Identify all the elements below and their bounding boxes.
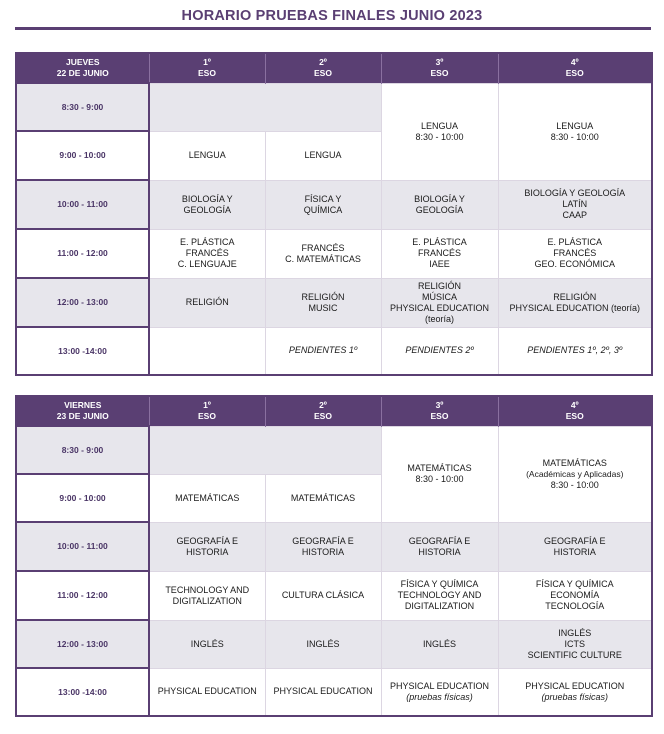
exam-subject: MATEMÁTICAS [542,457,607,468]
exam-subject: BIOLOGÍA Y GEOLOGÍA [524,188,626,198]
exam-subject: DIGITALIZATION [172,595,242,606]
exam-subject: (Académicas y Aplicadas) [526,468,624,479]
course-number: 1º [203,400,211,411]
exam-cell: PHYSICAL EDUCATION [149,668,265,716]
exam-cell: PENDIENTES 1º [265,327,381,375]
exam-cell [381,278,498,327]
exam-cell [149,180,265,229]
course-number: 4º [570,400,579,411]
exam-cell [381,668,498,716]
exam-cell [381,180,498,229]
exam-subject: FRANCÉS [301,242,345,253]
exam-subject: E. PLÁSTICA [547,237,603,247]
exam-subject: QUÍMICA [303,204,343,215]
time-slot: 11:00 - 12:00 [16,229,149,278]
exam-cell [498,180,652,229]
exam-cell [498,426,652,522]
exam-cell [149,571,265,620]
course-header-3eso [381,396,498,426]
exam-subject: HISTORIA [301,546,345,557]
exam-subject: FRANCÉS [553,248,597,258]
exam-cell: MATEMÁTICAS [265,474,381,522]
exam-cell [265,180,381,229]
exam-subject: GEO. ECONÓMICA [534,259,615,269]
time-slot: 11:00 - 12:00 [16,571,149,620]
table-row [16,571,652,620]
exam-cell [381,571,498,620]
course-header-2eso [265,396,381,426]
table-row [16,620,652,668]
time-slot: 9:00 - 10:00 [16,474,149,522]
course-number: 2º [319,400,327,411]
time-slot: 8:30 - 9:00 [16,426,149,474]
exam-cell: MATEMÁTICAS [149,474,265,522]
table-row [16,278,652,327]
exam-note: (pruebas físicas) [406,691,473,702]
friday-schedule-table [15,395,653,717]
exam-subject: TECNOLOGÍA [545,601,605,611]
exam-subject: LENGUA [556,120,594,131]
time-slot: 12:00 - 13:00 [16,620,149,668]
course-header-2eso [265,53,381,83]
exam-subject: GEOGRAFÍA E [292,535,354,546]
table-row [16,83,652,131]
exam-cell [498,278,652,327]
course-header-3eso [381,53,498,83]
exam-subject: TECHNOLOGY AND [397,590,482,600]
table-row [16,180,652,229]
time-slot: 13:00 -14:00 [16,668,149,716]
course-number: 2º [319,57,327,68]
exam-time: 8:30 - 10:00 [415,131,464,142]
exam-subject: LENGUA [420,120,458,131]
time-slot: 12:00 - 13:00 [16,278,149,327]
exam-time: 8:30 - 10:00 [415,474,464,484]
exam-subject: FÍSICA Y [304,193,342,204]
time-slot: 10:00 - 11:00 [16,180,149,229]
exam-cell [498,83,652,180]
exam-cell [265,229,381,278]
exam-subject: FÍSICA Y QUÍMICA [535,579,614,589]
exam-subject: ECONOMÍA [550,590,600,600]
exam-cell: CULTURA CLÁSICA [265,571,381,620]
table-row [16,522,652,571]
time-slot: 8:30 - 9:00 [16,83,149,131]
course-level: ESO [430,411,449,422]
exam-subject: GEOGRAFÍA E [176,535,238,546]
empty-cell [149,83,381,131]
exam-subject: RELIGIÓN [553,291,597,302]
day-name: VIERNES [64,400,102,410]
exam-subject: (teoría) [424,313,454,324]
course-level: ESO [198,411,216,422]
exam-subject: FÍSICA Y QUÍMICA [400,579,479,589]
time-slot: 10:00 - 11:00 [16,522,149,571]
course-level: ESO [565,68,584,79]
exam-subject: RELIGIÓN [301,291,345,302]
exam-cell [381,426,498,522]
exam-cell [381,522,498,571]
exam-subject: GEOGRAFÍA E [543,535,606,546]
exam-subject: ICTS [564,638,585,649]
course-header-4eso [498,396,652,426]
course-level: ESO [314,68,332,79]
exam-cell [498,522,652,571]
thursday-schedule-table [15,52,653,376]
exam-subject: MÚSICA [421,291,457,302]
exam-cell: LENGUA [149,131,265,180]
exam-cell [381,229,498,278]
table-row [16,229,652,278]
exam-subject: INGLÉS [558,627,592,638]
course-number: 3º [435,57,444,68]
exam-cell: INGLÉS [265,620,381,668]
exam-cell: INGLÉS [381,620,498,668]
exam-subject: RELIGIÓN [417,280,461,291]
page-title: HORARIO PRUEBAS FINALES JUNIO 2023 [181,8,483,24]
table-row [16,426,652,474]
exam-subject: FRANCÉS [185,248,229,258]
exam-cell [265,522,381,571]
exam-subject: IAEE [429,259,450,269]
exam-cell [149,229,265,278]
exam-subject: PHYSICAL EDUCATION [389,302,490,313]
exam-subject: C. LENGUAJE [177,259,237,269]
time-slot: 9:00 - 10:00 [16,131,149,180]
exam-cell: PENDIENTES 2º [381,327,498,375]
exam-subject: MUSIC [308,302,338,313]
exam-subject: HISTORIA [553,546,596,557]
title-underline [15,27,651,30]
exam-note: (pruebas físicas) [541,691,609,702]
exam-cell: LENGUA [265,131,381,180]
exam-cell [149,522,265,571]
exam-cell [498,229,652,278]
day-name: JUEVES [65,57,100,67]
course-number: 1º [203,57,211,68]
exam-subject: PHYSICAL EDUCATION [389,680,490,691]
exam-subject: CAAP [562,210,587,220]
exam-cell: PENDIENTES 1º, 2º, 3º [498,327,652,375]
exam-cell: PHYSICAL EDUCATION [265,668,381,716]
exam-subject: BIOLOGÍA Y [181,193,233,204]
course-header-1eso [149,396,265,426]
exam-subject: HISTORIA [418,546,461,557]
exam-time: 8:30 - 10:00 [550,479,599,490]
course-level: ESO [565,411,584,422]
exam-subject: FRANCÉS [417,248,461,258]
exam-subject: PHYSICAL EDUCATION (teoría) [509,302,641,313]
exam-cell [381,83,498,180]
course-level: ESO [314,411,332,422]
course-level: ESO [430,68,449,79]
day-header [16,396,149,426]
exam-cell [498,620,652,668]
exam-subject: GEOGRAFÍA E [408,535,471,546]
exam-subject: E. PLÁSTICA [179,237,235,247]
exam-subject: SCIENTIFIC CULTURE [527,649,622,660]
exam-subject: BIOLOGÍA Y [414,193,465,204]
empty-cell [149,327,265,375]
course-header-1eso [149,53,265,83]
day-header [16,53,149,83]
exam-subject: C. MATEMÁTICAS [285,253,361,264]
time-slot: 13:00 -14:00 [16,327,149,375]
day-date: 23 DE JUNIO [56,411,109,421]
exam-subject: PHYSICAL EDUCATION [525,680,625,691]
exam-subject: GEOLOGÍA [183,204,231,215]
table-row [16,668,652,716]
exam-subject: E. PLÁSTICA [412,237,467,247]
exam-cell [265,278,381,327]
exam-subject: GEOLOGÍA [415,204,464,215]
course-level: ESO [198,68,216,79]
course-header-4eso [498,53,652,83]
exam-cell [498,571,652,620]
exam-subject: DIGITALIZATION [404,601,475,611]
day-date: 22 DE JUNIO [56,68,109,78]
exam-cell: RELIGIÓN [149,278,265,327]
exam-subject: TECHNOLOGY AND [165,584,250,595]
course-number: 3º [435,400,444,411]
exam-time: 8:30 - 10:00 [550,131,599,142]
header-row [16,396,652,426]
header-row [16,53,652,83]
exam-cell [498,668,652,716]
exam-subject: HISTORIA [186,546,229,557]
exam-subject: MATEMÁTICAS [407,463,472,473]
exam-cell: INGLÉS [149,620,265,668]
table-row [16,327,652,375]
empty-cell [149,426,381,474]
exam-subject: LATÍN [562,199,588,209]
course-number: 4º [570,57,579,68]
